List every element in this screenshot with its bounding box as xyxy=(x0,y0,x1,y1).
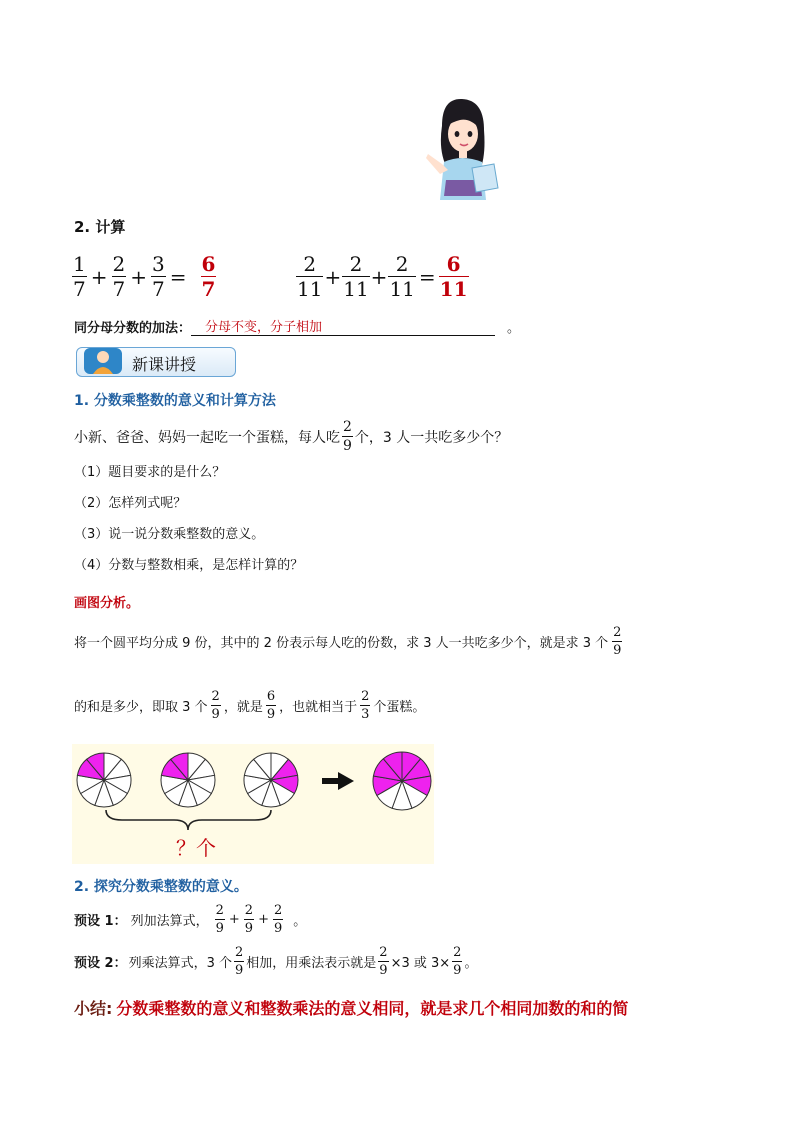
analysis-line-2: 的和是多少，即取 3 个 $\frac{2}{9}$ ，就是 $\frac{6}{9}$ ，也就相当于 $\frac{2}{3}$ 个蛋糕。 xyxy=(74,689,426,722)
summary-text: 分数乘整数的意义和整数乘法的意义相同，就是求几个相同加数的和的简 xyxy=(116,999,629,1018)
fraction: $\frac{2}{9}$ xyxy=(379,945,388,978)
fraction: $\frac{2}{11}$ xyxy=(389,252,415,301)
curly-brace xyxy=(106,810,271,830)
fraction: $\frac{2}{9}$ xyxy=(613,625,622,658)
analysis-label: 画图分析。 xyxy=(74,596,140,611)
small-pie-2 xyxy=(161,753,215,807)
result-pie xyxy=(373,752,431,810)
fraction: $\frac{2}{9}$ xyxy=(215,903,224,936)
equation-1: $\frac{1}{7}$ + $\frac{2}{7}$ + $\frac{3}{7}$ = $\frac{6}{7}$ xyxy=(73,252,216,301)
analysis-line-1: 将一个圆平均分成 9 份，其中的 2 份表示每人吃的份数，求 3 人一共吃多少个，就是求 3 个 $\frac{2}{9}$ xyxy=(74,625,622,658)
banner-label: 新课讲授 xyxy=(132,355,197,374)
preset-2: 预设 2： 列乘法算式，3 个 $\frac{2}{9}$ 相加，用乘法表示就是 $\frac{2}{9}$ ×3 或 3× $\frac{2}{9}$ 。 xyxy=(74,945,478,978)
fraction: $\frac{2}{9}$ xyxy=(453,945,462,978)
fraction: $\frac{2}{11}$ xyxy=(343,252,369,301)
equation-2: $\frac{2}{11}$ + $\frac{2}{11}$ + $\frac{2}{11}$ = $\frac{6}{11}$ xyxy=(297,252,468,301)
part-2-heading: 2. 探究分数乘整数的意义。 xyxy=(74,879,248,895)
section-2-title: 2. 计算 xyxy=(74,218,126,236)
question-item: （1）题目要求的是什么？ xyxy=(74,465,226,480)
fraction: $\frac{2}{3}$ xyxy=(361,689,370,722)
addition-rule: 同分母分数的加法： 分母不变，分子相加 。 xyxy=(74,316,520,336)
problem-statement: 小新、爸爸、妈妈一起吃一个蛋糕，每人吃 $\frac{2}{9}$ 个，3 人一共吃多少个？ xyxy=(74,419,509,454)
answer-fraction: $\frac{6}{11}$ xyxy=(439,252,468,301)
preset-1: 预设 1： 列加法算式， $\frac{2}{9}$ + $\frac{2}{9}$ + $\frac{2}{9}$ 。 xyxy=(74,903,307,936)
fraction: $\frac{2}{11}$ xyxy=(297,252,323,301)
fraction: $\frac{2}{9}$ xyxy=(343,419,352,454)
brace-label: ？个 xyxy=(176,836,216,860)
question-list xyxy=(74,461,303,585)
fraction: $\frac{2}{9}$ xyxy=(211,689,220,722)
fraction: $\frac{2}{9}$ xyxy=(234,945,244,978)
summary-label: 小结: xyxy=(74,999,113,1018)
part-1-heading: 1. 分数乘整数的意义和计算方法 xyxy=(74,393,276,409)
rule-answer: 分母不变，分子相加 xyxy=(191,316,495,336)
fraction: $\frac{1}{7}$ xyxy=(73,252,86,301)
fraction: $\frac{2}{7}$ xyxy=(112,252,126,301)
question-item: （4）分数与整数相乘，是怎样计算的？ xyxy=(74,558,304,573)
pie-figure xyxy=(72,744,434,864)
summary xyxy=(74,996,628,1019)
small-pie-1 xyxy=(77,753,131,807)
small-pie-3 xyxy=(244,753,298,807)
question-item: （2）怎样列式呢？ xyxy=(74,496,187,511)
fraction: $\frac{6}{9}$ xyxy=(266,689,276,722)
teacher-icon xyxy=(84,348,122,374)
section-banner xyxy=(76,347,236,377)
teacher-illustration xyxy=(420,96,500,200)
fraction: $\frac{3}{7}$ xyxy=(152,252,165,301)
answer-fraction: $\frac{6}{7}$ xyxy=(201,252,216,301)
fraction: $\frac{2}{9}$ xyxy=(244,903,254,936)
question-item: （3）说一说分数乘整数的意义。 xyxy=(74,527,265,542)
arrow-icon xyxy=(322,772,354,790)
fraction: $\frac{2}{9}$ xyxy=(273,903,283,936)
